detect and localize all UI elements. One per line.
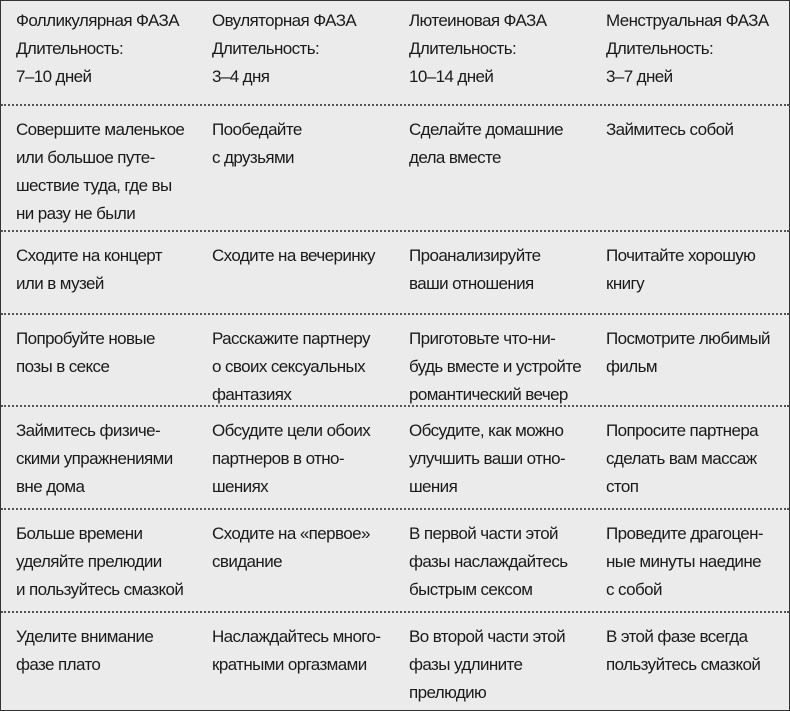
phase-title: Менструальная ФАЗА [606,11,769,30]
table-row [1,405,789,508]
table-cell: Приготовьте что-ни- будь вместе и устройте романтический вечер [409,329,582,404]
table-cell: Попросите партнера сделать вам массаж стоп [606,421,759,496]
table-cell: Проанализируйте ваши отношения [409,246,541,293]
duration-value: 10–14 дней [409,67,494,86]
table-cell: Сходите на «первое» свидание [212,524,370,571]
table-row [1,313,789,405]
table-cell: Во второй части этой фазы удлините прелюдию [409,627,566,702]
table-cell: Попробуйте новые позы в сексе [16,329,155,376]
phase-title: Овуляторная ФАЗА [212,11,357,30]
phase-title: Фолликулярная ФАЗА [16,11,179,30]
header-cell-follicular [1,1,197,104]
table-cell: Расскажите партнеру о своих сексуальных фантазиях [212,329,370,404]
table-cell: В этой фазе всегда пользуйтесь смазкой [606,627,761,674]
duration-label: Длительность: [409,39,517,58]
table-cell: Займитесь физиче- скими упражнениями вне дома [16,421,173,496]
table-cell: Сходите на концерт или в музей [16,246,162,293]
header-cell-luteal [394,1,591,104]
table-row [1,104,789,230]
table-cell: Пообедайте с друзьями [212,120,302,167]
table-cell: Обсудите, как можно улучшить ваши отно- шения [409,421,566,496]
table-cell: Проведите драгоцен- ные минуты наедине с собой [606,524,763,599]
duration-label: Длительность: [16,39,124,58]
phase-title: Лютеиновая ФАЗА [409,11,547,30]
table-cell: Посмотрите любимый фильм [606,329,770,376]
table-cell: Уделите внимание фазе плато [16,627,154,674]
table-cell: Почитайте хорошую книгу [606,246,756,293]
table-cell: Наслаждайтесь много- кратными оргазмами [212,627,381,674]
table-row [1,230,789,313]
table-cell: Больше времени уделяйте прелюдии и пользуйтесь смазкой [16,524,184,599]
header-cell-menstrual [591,1,789,104]
duration-value: 7–10 дней [16,67,92,86]
duration-label: Длительность: [606,39,714,58]
header-cell-ovulatory [197,1,394,104]
header-row [1,1,789,104]
table-row [1,611,789,711]
table-cell: В первой части этой фазы наслаждайтесь быстрым сексом [409,524,568,599]
table-cell: Обсудите цели обоих партнеров в отно- шениях [212,421,371,496]
table-cell: Займитесь собой [606,120,734,139]
duration-value: 3–4 дня [212,67,270,86]
duration-value: 3–7 дней [606,67,673,86]
duration-label: Длительность: [212,39,320,58]
table-cell: Сходите на вечеринку [212,246,375,265]
table-cell: Совершите маленькое или большое путе- шествие туда, где вы ни разу не были [16,120,185,223]
table-row [1,508,789,611]
table-cell: Сделайте домашние дела вместе [409,120,564,167]
